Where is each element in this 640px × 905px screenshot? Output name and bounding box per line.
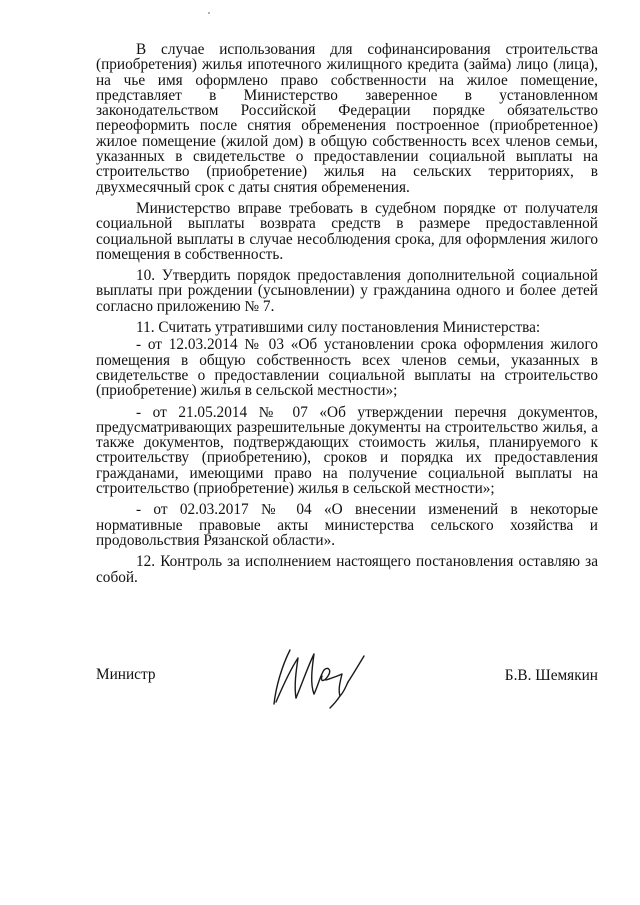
handwritten-signature	[256, 636, 376, 712]
paragraph-item-10: 10. Утвердить порядок предоставления дополнительной социальной выплаты при рождении (усыновлении) у гражданина одного и более детей согласно приложению № 7.	[96, 267, 598, 315]
document-body	[96, 42, 598, 591]
paragraph-repealed-2014-07: - от 21.05.2014 № 07 «Об утверждении перечня документов, предусматривающих разрешительные документы на строительство жилья, а также документов, подтверждающих стоимость жилья, планируемого к строительству (приобретению), сроков и порядка их предоставления гражданами, имеющими право на получение социальной выплаты на строительство (приобретение) жилья в сельской местности»;	[96, 403, 598, 498]
signatory-position: Министр	[96, 666, 156, 683]
paragraph-item-12: 12. Контроль за исполнением настоящего постановления оставляю за собой.	[96, 553, 598, 586]
signatory-name: Б.В. Шемякин	[504, 667, 598, 684]
paragraph-refund-claim: Министерство вправе требовать в судебном порядке от получателя социальной выплаты возврата средств в размере предоставленной социальной выплаты в случае несоблюдения срока, для оформления жилого помещения в собственность.	[96, 199, 598, 263]
paragraph-item-11: 11. Считать утратившими силу постановления Министерства:	[136, 319, 541, 337]
scan-speck	[208, 12, 210, 14]
paragraph-mortgage-obligation: В случае использования для софинансирования строительства (приобретения) жилья ипотечного жилищного кредита (займа) лицо (лица), на чье имя оформлено право собственности на жилое помещение, представляет в Министерство заверенное в установленном законодательством Российской Федерации порядке обязательство переоформить после снятия обременения построенное (приобретенное) жилое помещение (жилой дом) в общую собственность всех членов семьи, указанных в свидетельстве о предоставлении социальной выплаты на строительство (приобретение) жилья на сельских территориях, в двухмесячный срок с даты снятия обременения.	[96, 41, 598, 196]
paragraph-repealed-2014-03: - от 12.03.2014 № 03 «Об установлении срока оформления жилого помещения в общую собственность всех членов семьи, указанных в свидетельстве о предоставлении социальной выплаты на строительство (приобретение) жилья в сельской местности»;	[96, 336, 598, 400]
signature-block	[96, 636, 598, 716]
paragraph-repealed-2017-04: - от 02.03.2017 № 04 «О внесении изменений в некоторые нормативные правовые акты министерства сельского хозяйства и продовольствия Рязанской области».	[96, 501, 598, 549]
